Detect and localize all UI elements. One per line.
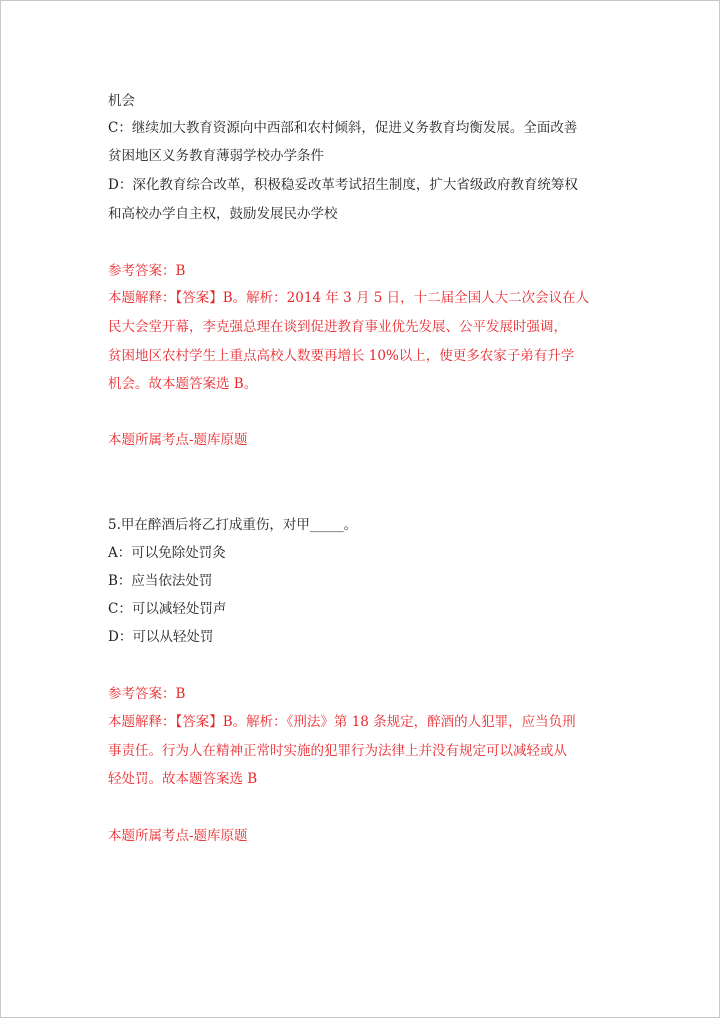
option-d: D：可以从轻处罚 — [108, 629, 214, 645]
option-a: A：可以免除处罚灸 — [108, 545, 226, 561]
explanation-line-4: 机会。故本题答案选 B。 — [108, 376, 258, 392]
explanation-line-3: 贫困地区农村学生上重点高校人数要再增长 10%以上，使更多农家子弟有升学 — [108, 348, 575, 364]
option-b-continuation: 机会 — [108, 93, 135, 109]
option-b: B：应当依法处罚 — [108, 573, 213, 589]
option-c: C：可以减轻处罚声 — [108, 601, 227, 617]
explanation-line-1: 本题解释：【答案】B。解析：《刑法》第 18 条规定，醉酒的人犯罪，应当负刑 — [108, 714, 576, 730]
explanation-line-2: 民大会堂开幕，李克强总理在谈到促进教育事业优先发展、公平发展时强调， — [108, 319, 567, 335]
option-c-line-1: C：继续加大教育资源向中西部和农村倾斜，促进义务教育均衡发展。全面改善 — [108, 120, 578, 136]
answer-label: 参考答案：B — [108, 263, 186, 279]
explanation-line-1: 本题解释：【答案】B。解析：2014 年 3 月 5 日，十二届全国人大二次会议在人 — [108, 290, 590, 306]
explanation-line-3: 轻处罚。故本题答案选 B — [108, 771, 258, 787]
option-d-line-2: 和高校办学自主权，鼓励发展民办学校 — [108, 206, 338, 222]
topic-label: 本题所属考点-题库原题 — [108, 828, 248, 844]
topic-label: 本题所属考点-题库原题 — [108, 432, 248, 448]
answer-label: 参考答案：B — [108, 686, 186, 702]
option-c-line-2: 贫困地区义务教育薄弱学校办学条件 — [108, 148, 324, 164]
option-d-line-1: D：深化教育综合改革，积极稳妥改革考试招生制度，扩大省级政府教育统筹权 — [108, 177, 578, 193]
explanation-line-2: 事责任。行为人在精神正常时实施的犯罪行为法律上并没有规定可以减轻或从 — [108, 743, 567, 759]
question-stem: 5.甲在醉酒后将乙打成重伤，对甲_____。 — [108, 517, 358, 533]
